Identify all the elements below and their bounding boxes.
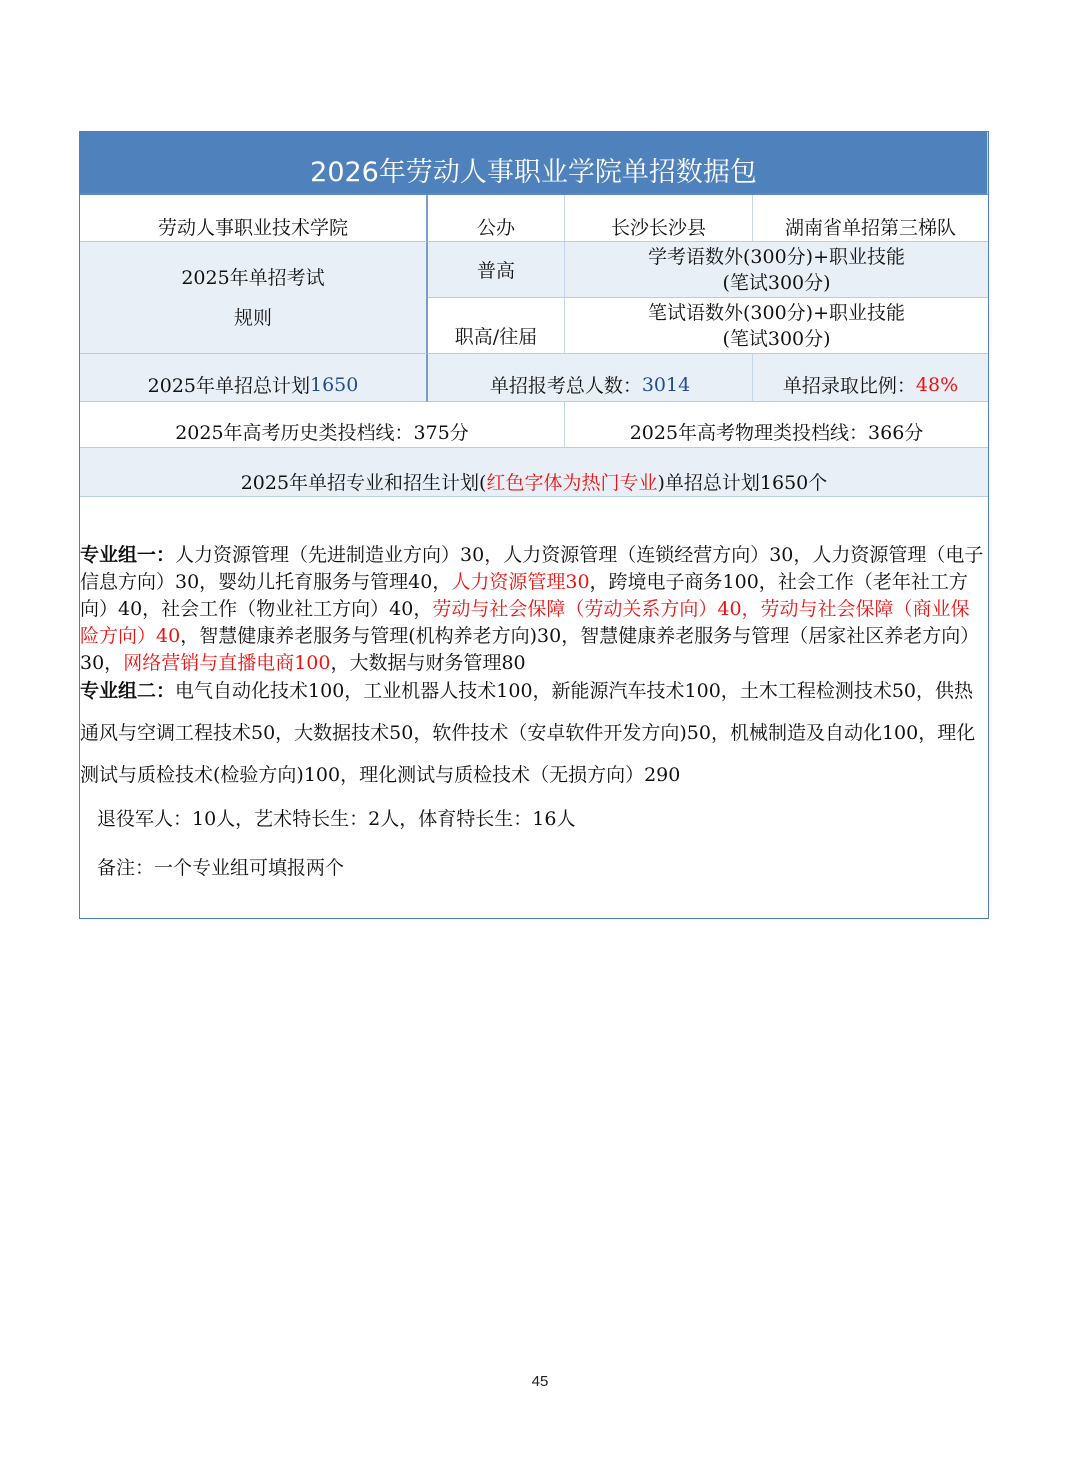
track-rule-vocational-line2: (笔试300分) [722,327,831,350]
group1-seg-hot: 网络营销与直播电商100 [123,652,331,674]
track-rule-regular-line1: 学考语数外(300分)+职业技能 [647,245,905,268]
admission-ratio-label: 单招录取比例： [782,375,916,397]
page-title: 2026年劳动人事职业学院单招数据包 [80,132,988,195]
school-type: 公办 [428,195,565,242]
history-cutoff: 2025年高考历史类投档线：375分 [80,402,565,448]
total-plan-value: 1650 [310,373,359,396]
remark: 备注：一个专业组可填报两个 [97,857,345,879]
page-number: 45 [531,1373,549,1390]
exam-rules-label [80,242,428,354]
track-rule-vocational [565,298,988,354]
total-applicants-value: 3014 [641,373,691,396]
physics-cutoff: 2025年高考物理类投档线：366分 [565,402,988,448]
data-sheet [79,131,989,919]
school-name: 劳动人事职业技术学院 [80,195,428,242]
group2-label: 专业组二： [80,680,176,702]
total-plan-label: 2025年单招总计划 [147,375,310,397]
group1-seg-hot: 劳动与社会保障（劳动关系方向）40，劳动与社会保障（商业保险方向）40 [80,598,970,647]
group1-seg: 人力资源管理（先进制造业方向）30，人力资源管理（连锁经营方向）30，人力资源管理（电子信息方向）30，婴幼儿托育服务与管理40， [80,544,984,593]
track-name-regular: 普高 [428,242,565,298]
group1-seg: ，智慧健康养老服务与管理(机构养老方向)30，智慧健康养老服务与管理（居家社区养老方向）30， [80,625,980,674]
program-group-2 [80,670,986,796]
admission-ratio-value: 48% [915,373,959,396]
exam-rules-label-line1: 2025年单招考试 [181,266,325,289]
total-applicants [428,354,753,402]
total-plan [80,354,428,402]
program-list [80,497,988,882]
plan-header-suffix: )单招总计划1650个 [657,471,828,494]
track-name-vocational: 职高/往届 [428,298,565,354]
group2-text: 电气自动化技术100，工业机器人技术100，新能源汽车技术100，土木工程检测技术50，供热通风与空调工程技术50，大数据技术50，软件技术（安卓软件开发方向)50，机械制造及自动化100，理化测试与质检技术(检验方向)100，理化测试与质检技术（无损方向）290 [80,680,976,786]
school-tier: 湖南省单招第三梯队 [753,195,988,242]
admission-ratio [753,354,988,402]
plan-header-prefix: 2025年单招专业和招生计划( [240,471,487,494]
group1-seg: ，大数据与财务管理80 [330,652,526,674]
exam-rules-label-line2: 规则 [233,306,272,329]
track-rule-regular-line2: (笔试300分) [722,271,831,294]
program-group-1 [80,542,986,677]
total-applicants-label: 单招报考总人数： [489,375,642,397]
track-rule-vocational-line1: 笔试语数外(300分)+职业技能 [647,301,905,324]
group1-label: 专业组一： [80,544,176,566]
plan-header [80,448,988,497]
special-quota: 退役军人：10人，艺术特长生：2人，体育特长生：16人 [97,808,576,830]
group1-seg-hot: 人力资源管理30 [451,571,590,593]
plan-header-highlight: 红色字体为热门专业 [486,471,658,494]
group1-seg: ，跨境电子商务100，社会工作（老年社工方向）40，社会工作（物业社工方向）40， [80,571,968,620]
school-location: 长沙长沙县 [565,195,753,242]
track-rule-regular [565,242,988,298]
